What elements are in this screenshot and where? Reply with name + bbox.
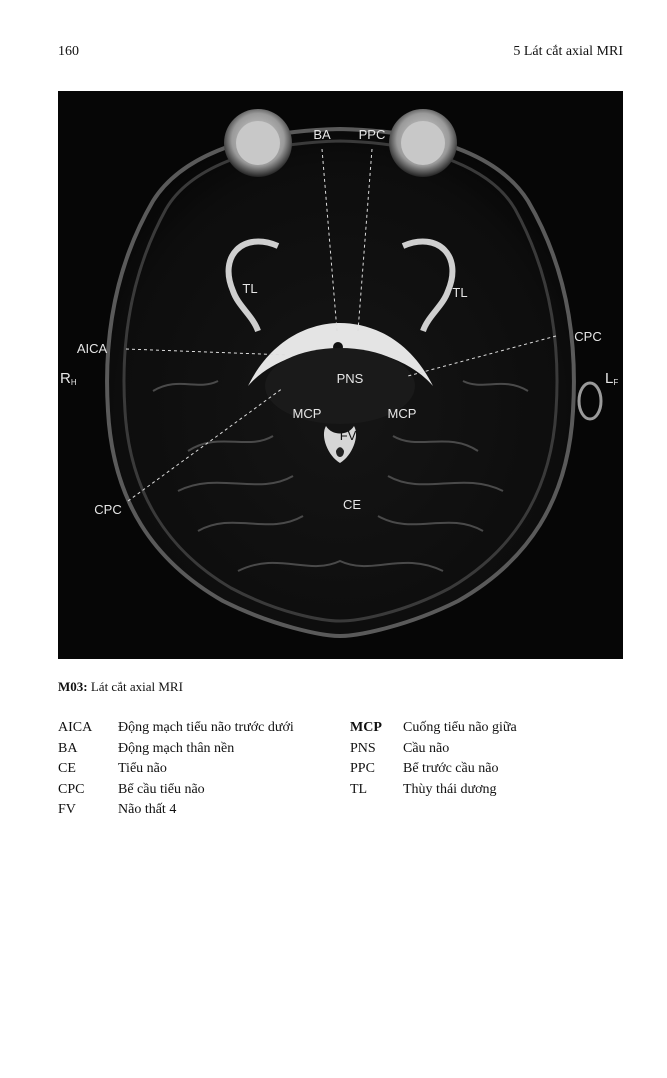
legend-right [350, 718, 517, 800]
legend-abbr: MCP [350, 720, 382, 735]
legend-desc: Cuống tiểu não giữa [403, 720, 517, 735]
legend-desc: Tiểu não [118, 761, 167, 776]
figure-caption [58, 679, 183, 695]
mri-figure [58, 91, 623, 659]
caption-code: M03: [58, 679, 88, 694]
label-cpc-right: CPC [574, 329, 602, 344]
legend-item [350, 739, 517, 760]
legend-abbr: AICA [58, 720, 93, 735]
legend-abbr: CPC [58, 781, 85, 797]
label-ce: CE [342, 497, 362, 512]
legend-item [58, 739, 294, 760]
caption-text: Lát cắt axial MRI [87, 679, 183, 694]
label-tl-left: TL [242, 281, 258, 296]
label-mcp-right: MCP [387, 406, 417, 421]
legend-desc: Não thất 4 [118, 802, 177, 817]
mri-image [58, 91, 623, 659]
label-ba: BA [313, 127, 331, 142]
legend-desc: Bể trước cầu não [403, 761, 499, 776]
label-fv: FV [339, 428, 357, 443]
legend-left [58, 718, 294, 821]
label-aica: AICA [76, 341, 108, 356]
legend-desc: Cầu não [403, 740, 450, 756]
legend-desc: Động mạch thân nền [118, 740, 235, 756]
label-rh: RH [60, 370, 77, 387]
label-ppc: PPC [358, 127, 386, 142]
legend-item [350, 780, 517, 801]
page-header [58, 44, 623, 64]
legend-abbr: CE [58, 761, 76, 776]
legend-desc: Thùy thái dương [403, 781, 497, 797]
legend-abbr: PPC [350, 761, 375, 776]
legend-item [58, 718, 294, 739]
legend-desc: Bể cầu tiểu não [118, 781, 205, 797]
legend-item [58, 780, 294, 801]
label-tl-right: TL [452, 285, 468, 300]
legend-item [58, 759, 294, 780]
legend-item [58, 800, 294, 821]
legend-abbr: PNS [350, 740, 376, 756]
label-pns: PNS [336, 371, 364, 386]
label-lf: LF [605, 370, 619, 387]
label-cpc-left: CPC [94, 502, 122, 517]
label-mcp-left: MCP [292, 406, 322, 421]
legend-item [350, 759, 517, 780]
legend-abbr: TL [350, 781, 368, 797]
legend-abbr: FV [58, 802, 76, 817]
legend-desc: Động mạch tiểu não trước dưới [118, 720, 294, 735]
running-head: 5 Lát cắt axial MRI [513, 44, 623, 59]
page-number: 160 [58, 44, 79, 59]
legend-item [350, 718, 517, 739]
legend-abbr: BA [58, 740, 78, 756]
